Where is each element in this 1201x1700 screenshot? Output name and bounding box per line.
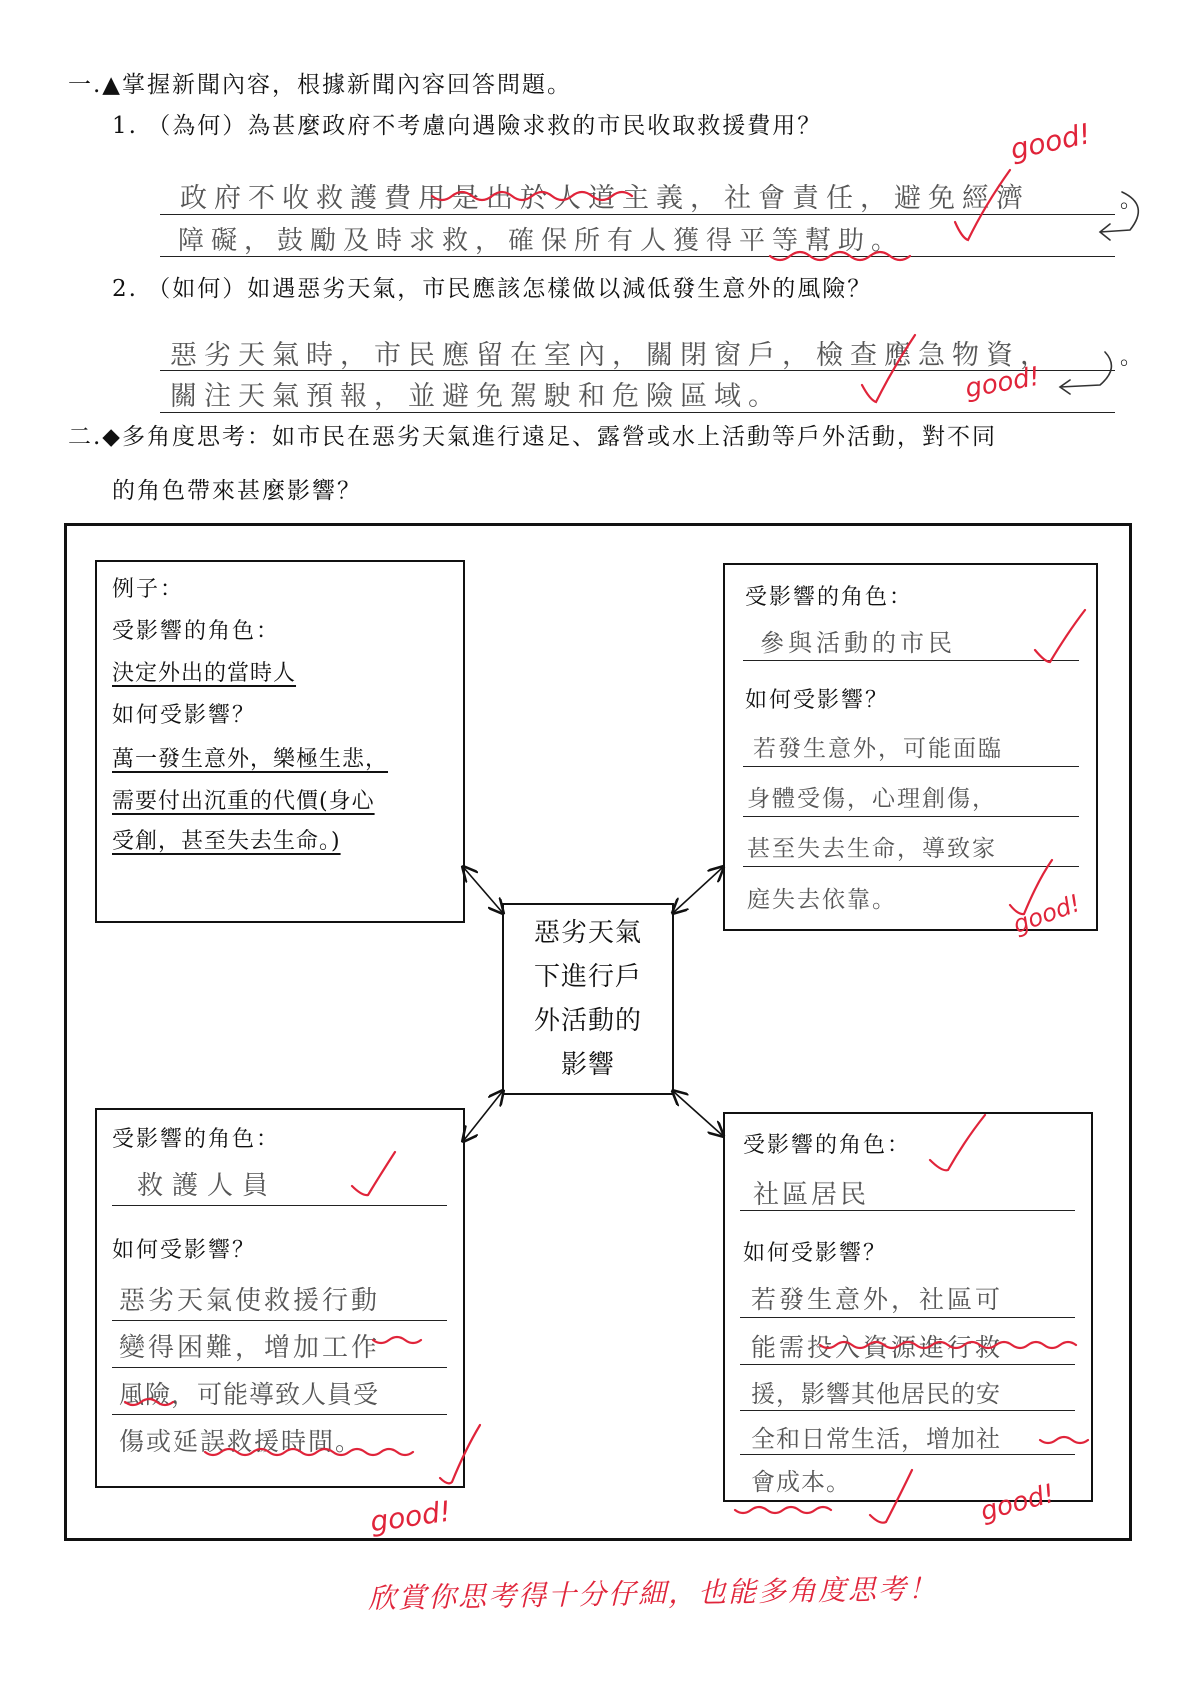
bottom-right-how-line1: 若發生意外，社區可 <box>751 1285 1004 1314</box>
example-how-line1: 萬一發生意外，樂極生悲， <box>112 747 389 772</box>
tick-mark <box>1035 610 1085 662</box>
q1-item2-question: 2. （如何）如遇惡劣天氣，市民應該怎樣做以減低發生意外的風險？ <box>112 276 873 302</box>
tick-mark <box>870 1470 912 1523</box>
q1-item1-period: 。 <box>1120 188 1150 213</box>
bottom-right-how-line5: 會成本。 <box>751 1468 851 1496</box>
top-right-how-label: 如何受影響？ <box>745 688 890 713</box>
tick-mark <box>930 1115 985 1170</box>
bottom-left-how-line4: 傷或延誤救援時間。 <box>119 1427 363 1456</box>
wavy-underline <box>125 1399 173 1405</box>
bottom-left-how-line1: 惡劣天氣使救援行動 <box>119 1286 381 1316</box>
bottom-left-how-label: 如何受影響？ <box>112 1238 257 1263</box>
good-comment-1: good! <box>1007 116 1094 167</box>
good-comment-4: good! <box>368 1494 453 1539</box>
wavy-underline <box>205 1449 413 1455</box>
bottom-right-how-label: 如何受影響？ <box>743 1241 888 1266</box>
bottom-right-how-line4: 全和日常生活，增加社 <box>751 1425 1001 1453</box>
example-role: 決定外出的當時人 <box>112 661 297 686</box>
teacher-comment: 欣賞你思考得十分仔細，也能多角度思考！ <box>367 1572 939 1615</box>
tick-mark <box>440 1425 480 1483</box>
example-how-label: 如何受影響？ <box>112 703 257 728</box>
wavy-underline <box>1040 1437 1088 1443</box>
wavy-underline <box>820 1342 1076 1348</box>
q2-heading-line2: 的角色帶來甚麼影響？ <box>112 478 362 504</box>
wavy-underline <box>373 1337 421 1343</box>
bottom-right-how-line3: 援，影響其他居民的安 <box>751 1380 1001 1408</box>
q1-item1-question: 1. （為何）為甚麼政府不考慮向遇險求救的市民收取救援費用？ <box>112 113 823 139</box>
bottom-right-how-line2: 能需投入資源進行救 <box>751 1333 1004 1362</box>
q1-item1-answer-line1: 政府不收救護費用是出於人道主義，社會責任，避免經濟 <box>180 183 1030 214</box>
wavy-underline <box>432 192 632 200</box>
top-right-how-line1: 若發生意外，可能面臨 <box>753 736 1003 762</box>
q1-heading: 一.▲掌握新聞內容，根據新聞內容回答問題。 <box>68 72 572 98</box>
top-right-how-line3: 甚至失去生命，導致家 <box>747 836 997 862</box>
wavy-underline <box>770 252 910 260</box>
bottom-left-role-label: 受影響的角色： <box>112 1127 281 1152</box>
tick-mark <box>862 335 915 402</box>
q1-item2-answer-line2: 關注天氣預報，並避免駕駛和危險區域。 <box>170 381 782 412</box>
bottom-right-role: 社區居民 <box>753 1180 870 1210</box>
example-how-line3: 受創，甚至失去生命。) <box>112 829 341 854</box>
q1-item2-period: 。 <box>1120 345 1150 370</box>
continuation-arrow <box>1060 352 1111 394</box>
tick-mark <box>955 170 1010 240</box>
bottom-left-role: 救護人員 <box>137 1171 278 1201</box>
top-right-role: 參與活動的市民 <box>760 629 956 657</box>
top-right-how-line4: 庭失去依靠。 <box>747 887 897 913</box>
good-comment-3: good! <box>1009 888 1085 940</box>
bottom-left-how-line3: 風險，可能導致人員受 <box>119 1380 380 1409</box>
q1-item2-answer-line1: 惡劣天氣時，市民應留在室內，關閉窗戶，檢查應急物資， <box>170 340 1054 371</box>
wavy-underline <box>735 1507 831 1513</box>
good-comment-2: good! <box>962 361 1043 405</box>
example-how-line2: 需要付出沉重的代價(身心 <box>112 789 375 814</box>
top-right-how-line2: 身體受傷，心理創傷， <box>747 786 997 812</box>
example-role-label: 受影響的角色： <box>112 619 281 644</box>
bottom-left-how-line2: 變得困難，增加工作 <box>119 1333 381 1363</box>
bottom-right-role-label: 受影響的角色： <box>743 1133 912 1158</box>
top-right-role-label: 受影響的角色： <box>745 585 914 610</box>
q2-heading-line1: 二.◆多角度思考：如市民在惡劣天氣進行遠足、露營或水上活動等戶外活動，對不同 <box>68 424 997 450</box>
good-comment-5: good! <box>977 1478 1058 1528</box>
continuation-arrow <box>1100 192 1138 240</box>
tick-mark <box>352 1152 395 1195</box>
center-topic-text: 惡劣天氣下進行戶外活動的影響 <box>533 918 642 1080</box>
example-title: 例子： <box>112 577 185 602</box>
q1-item1-answer-line2: 障礙，鼓勵及時求救，確保所有人獲得平等幫助。 <box>178 226 905 256</box>
